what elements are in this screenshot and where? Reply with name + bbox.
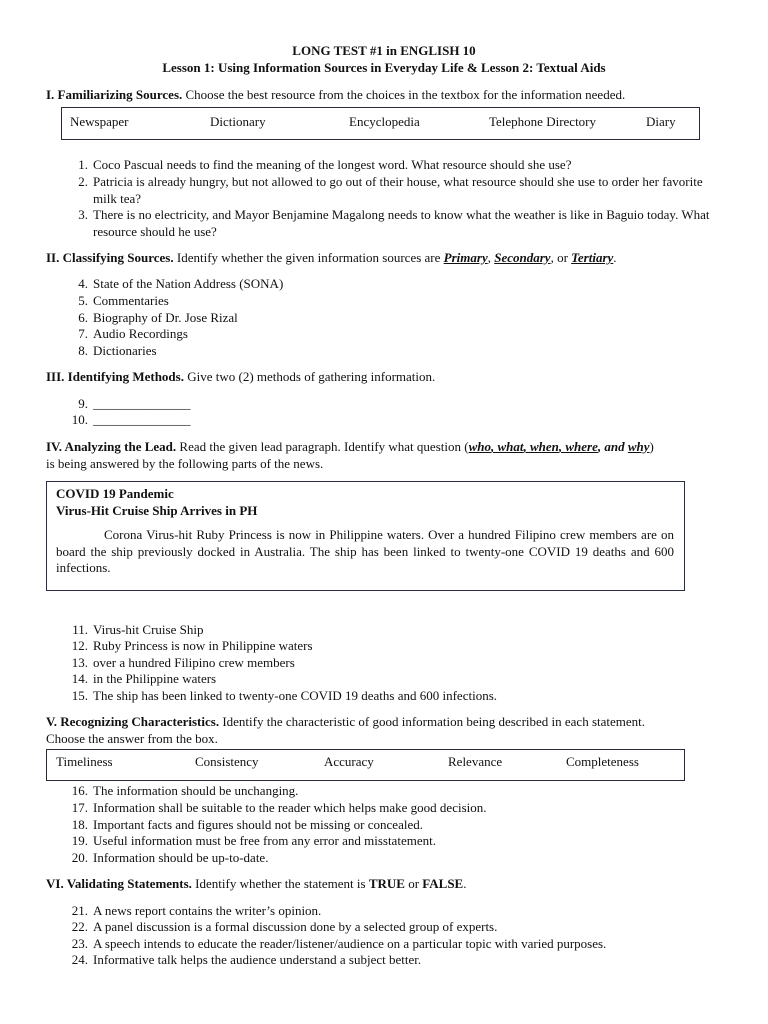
question-number: 5. [78, 293, 88, 308]
q-where: where [565, 439, 598, 454]
question-number: 23. [71, 936, 88, 951]
question-text: A speech intends to educate the reader/listener/audience on a particular topic with varied purposes. [93, 936, 607, 951]
section-5-instruction-cont: Choose the answer from the box. [46, 731, 218, 746]
section-4-heading: IV. Analyzing the Lead. [46, 439, 177, 454]
section-1-heading: I. Familiarizing Sources. [46, 87, 183, 102]
section-4-instruction: Read the given lead paragraph. Identify what question ( [176, 439, 469, 454]
question-text: in the Philippine waters [93, 671, 217, 686]
resource-choice-box [61, 107, 700, 140]
section-5-instruction: Identify the characteristic of good information being described in each statement. [219, 714, 646, 729]
term-primary: Primary [443, 250, 488, 265]
choice-relevance: Relevance [448, 754, 503, 769]
question-number: 4. [78, 276, 88, 291]
lead-paragraph-box [46, 481, 685, 591]
choice-encyclopedia: Encyclopedia [349, 114, 420, 129]
section-1-instructions [46, 87, 726, 104]
question-text: Commentaries [93, 293, 169, 308]
question-number: 17. [71, 800, 88, 815]
question-number: 16. [71, 783, 88, 798]
question-text: Biography of Dr. Jose Rizal [93, 310, 238, 325]
question-number: 19. [71, 833, 88, 848]
choice-newspaper: Newspaper [70, 114, 129, 129]
section-5-instructions [46, 714, 726, 731]
separator: , [558, 439, 566, 454]
section-6-instructions [46, 876, 726, 893]
choice-consistency: Consistency [195, 754, 259, 769]
question-text: Information shall be suitable to the reader which helps make good decision. [93, 800, 487, 815]
question-text: There is no electricity, and Mayor Benjamine Magalong needs to know what the weather is like in Baguio today. What resource should he use? [93, 207, 710, 239]
question-number: 6. [78, 310, 88, 325]
choice-accuracy: Accuracy [324, 754, 374, 769]
q-why: why [627, 439, 650, 454]
separator: , [487, 250, 495, 265]
section-3-instruction: Give two (2) methods of gathering information. [183, 369, 436, 384]
question-text: The information should be unchanging. [93, 783, 299, 798]
section-3-instructions [46, 369, 726, 386]
question-number: 2. [78, 174, 88, 189]
question-number: 18. [71, 817, 88, 832]
choice-dictionary: Dictionary [210, 114, 266, 129]
page-title: LONG TEST #1 in ENGLISH 10 [292, 43, 476, 58]
question-number: 8. [78, 343, 88, 358]
choice-diary: Diary [646, 114, 676, 129]
separator: , or [550, 250, 572, 265]
section-6-heading: VI. Validating Statements. [46, 876, 192, 891]
separator: , and [597, 439, 628, 454]
question-text: Patricia is already hungry, but not allowed to go out of their house, what resource should she use to order her favorite milk tea? [93, 174, 703, 206]
question-number: 20. [71, 850, 88, 865]
term-secondary: Secondary [494, 250, 551, 265]
question-text: Informative talk helps the audience understand a subject better. [93, 952, 422, 967]
question-number: 1. [78, 157, 88, 172]
question-number: 9. [78, 396, 88, 411]
section-4-instructions [46, 439, 726, 456]
period: . [613, 250, 617, 265]
question-text: The ship has been linked to twenty-one COVID 19 deaths and 600 infections. [93, 688, 497, 703]
q-who: who [468, 439, 491, 454]
section-2-heading: II. Classifying Sources. [46, 250, 174, 265]
or-word: or [404, 876, 423, 891]
section-3-heading: III. Identifying Methods. [46, 369, 184, 384]
question-text: A panel discussion is a formal discussion done by a selected group of experts. [93, 919, 498, 934]
question-text: Dictionaries [93, 343, 157, 358]
question-text: Information should be up-to-date. [93, 850, 269, 865]
choice-completeness: Completeness [566, 754, 639, 769]
question-text: Ruby Princess is now in Philippine waters [93, 638, 313, 653]
lead-body: Corona Virus-hit Ruby Princess is now in Philippine waters. Over a hundred Filipino crew members are on board the ship previously docked in Australia. The ship has been linked to twenty-one COVID 19 deaths and 600 infections. [56, 527, 674, 575]
question-number: 14. [71, 671, 88, 686]
section-2-instructions [46, 250, 726, 267]
choice-timeliness: Timeliness [56, 754, 113, 769]
separator: , [523, 439, 530, 454]
section-2-instruction: Identify whether the given information sources are [173, 250, 444, 265]
answer-blank: _______________ [93, 396, 191, 411]
question-text: State of the Nation Address (SONA) [93, 276, 284, 291]
question-text: A news report contains the writer’s opinion. [93, 903, 322, 918]
question-number: 13. [71, 655, 88, 670]
section-4-instruction-cont: is being answered by the following parts of the news. [46, 456, 324, 471]
period: . [463, 876, 467, 891]
choice-telephone-directory: Telephone Directory [489, 114, 597, 129]
question-text: Important facts and figures should not be missing or concealed. [93, 817, 423, 832]
page-subtitle: Lesson 1: Using Information Sources in Everyday Life & Lesson 2: Textual Aids [162, 60, 606, 75]
section-5-heading: V. Recognizing Characteristics. [46, 714, 220, 729]
true-word: TRUE [368, 876, 405, 891]
question-text: Coco Pascual needs to find the meaning of the longest word. What resource should she use? [93, 157, 572, 172]
q-when: when [529, 439, 559, 454]
close-paren: ) [649, 439, 654, 454]
section-6-instruction: Identify whether the statement is [191, 876, 369, 891]
question-text: Useful information must be free from any error and misstatement. [93, 833, 436, 848]
q-what: what [497, 439, 524, 454]
section-1-instruction: Choose the best resource from the choices in the textbox for the information needed. [182, 87, 626, 102]
term-tertiary: Tertiary [571, 250, 614, 265]
false-word: FALSE [422, 876, 464, 891]
lead-headline: Virus-Hit Cruise Ship Arrives in PH [56, 503, 258, 518]
question-number: 12. [71, 638, 88, 653]
question-number: 21. [71, 903, 88, 918]
question-text: over a hundred Filipino crew members [93, 655, 295, 670]
question-number: 10. [71, 412, 88, 427]
characteristic-choice-box [46, 749, 685, 781]
question-number: 7. [78, 326, 88, 341]
question-number: 11. [72, 622, 88, 637]
separator: , [490, 439, 498, 454]
answer-blank: _______________ [93, 412, 191, 427]
question-text: Audio Recordings [93, 326, 188, 341]
question-number: 24. [71, 952, 88, 967]
lead-title: COVID 19 Pandemic [56, 486, 174, 501]
question-number: 3. [78, 207, 88, 222]
question-number: 22. [71, 919, 88, 934]
question-text: Virus-hit Cruise Ship [93, 622, 204, 637]
question-number: 15. [71, 688, 88, 703]
